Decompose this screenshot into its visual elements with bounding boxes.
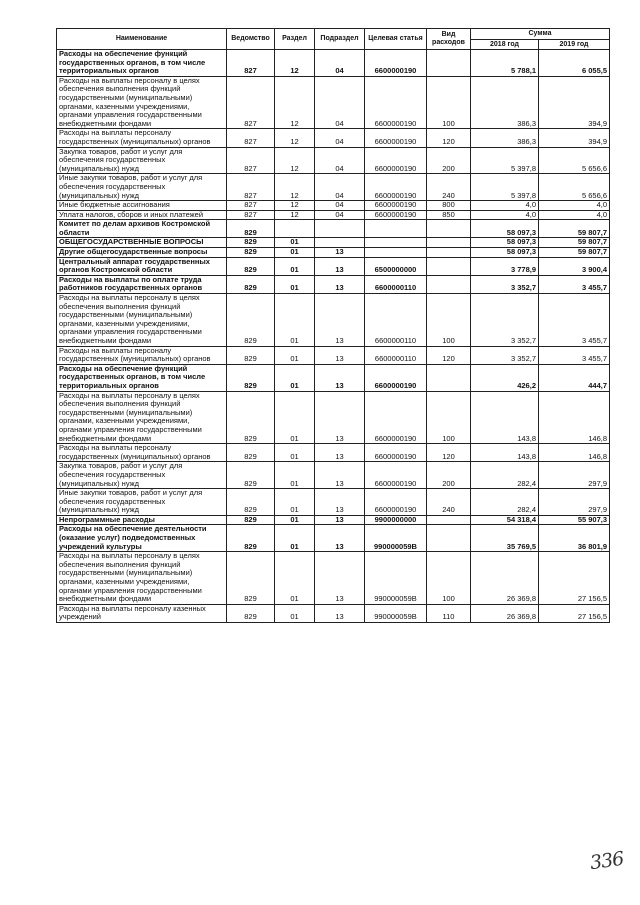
row-kind: 850 (427, 210, 471, 220)
row-subsection: 04 (315, 174, 365, 201)
row-section: 01 (275, 604, 315, 622)
row-target: 6600000190 (365, 462, 427, 489)
row-name: Расходы на выплаты персоналу государственных (муниципальных) органов (57, 346, 227, 364)
table-row (57, 525, 610, 552)
table-row (57, 462, 610, 489)
row-target: 6600000190 (365, 76, 427, 129)
col-2018-header: 2018 год (471, 40, 539, 50)
row-dept: 827 (227, 174, 275, 201)
row-name: Другие общегосударственные вопросы (57, 248, 227, 258)
row-subsection: 13 (315, 515, 365, 525)
row-value-2019: 297,9 (539, 489, 610, 516)
row-kind: 120 (427, 346, 471, 364)
row-subsection: 04 (315, 50, 365, 77)
table-row (57, 346, 610, 364)
row-target: 990000059В (365, 525, 427, 552)
row-name: Непрограммные расходы (57, 515, 227, 525)
row-name: Центральный аппарат государственных органов Костромской области (57, 257, 227, 275)
row-section: 12 (275, 174, 315, 201)
col-name-header: Наименование (57, 29, 227, 50)
row-section: 01 (275, 364, 315, 391)
row-dept: 829 (227, 444, 275, 462)
row-dept: 829 (227, 604, 275, 622)
row-subsection: 13 (315, 444, 365, 462)
row-value-2018: 5 397,8 (471, 174, 539, 201)
row-value-2018: 35 769,5 (471, 525, 539, 552)
row-value-2018: 58 097,3 (471, 220, 539, 238)
row-value-2019: 297,9 (539, 462, 610, 489)
row-target (365, 248, 427, 258)
table-row (57, 489, 610, 516)
row-value-2018: 282,4 (471, 462, 539, 489)
table-row (57, 552, 610, 605)
row-dept: 829 (227, 238, 275, 248)
row-name: Расходы на выплаты персоналу в целях обеспечения выполнения функций государственными (муниципальными) органами, казенными учреждениями, органами управления государственными внебюджетными фондами (57, 294, 227, 347)
table-row (57, 515, 610, 525)
row-kind: 100 (427, 76, 471, 129)
row-section: 12 (275, 210, 315, 220)
row-name: Расходы на выплаты по оплате труда работников государственных органов (57, 275, 227, 293)
row-subsection: 04 (315, 210, 365, 220)
col-subsection-header: Подраздел (315, 29, 365, 50)
row-kind: 240 (427, 174, 471, 201)
col-2019-header: 2019 год (539, 40, 610, 50)
table-row (57, 294, 610, 347)
row-name: Иные закупки товаров, работ и услуг для обеспечения государственных (муниципальных) нужд (57, 174, 227, 201)
row-target: 990000059В (365, 604, 427, 622)
row-value-2018: 4,0 (471, 210, 539, 220)
row-target: 6600000190 (365, 129, 427, 147)
row-target: 6600000190 (365, 364, 427, 391)
table-row (57, 257, 610, 275)
row-section: 12 (275, 76, 315, 129)
row-name: Уплата налогов, сборов и иных платежей (57, 210, 227, 220)
row-section: 12 (275, 147, 315, 174)
row-kind: 100 (427, 294, 471, 347)
row-subsection: 04 (315, 129, 365, 147)
row-subsection: 13 (315, 525, 365, 552)
table-row (57, 174, 610, 201)
row-subsection: 13 (315, 275, 365, 293)
row-value-2018: 3 352,7 (471, 275, 539, 293)
row-kind (427, 515, 471, 525)
row-section: 12 (275, 50, 315, 77)
row-target: 6600000190 (365, 174, 427, 201)
row-subsection: 13 (315, 604, 365, 622)
row-value-2018: 58 097,3 (471, 248, 539, 258)
row-section: 12 (275, 201, 315, 211)
row-subsection: 13 (315, 552, 365, 605)
row-section (275, 220, 315, 238)
row-section: 01 (275, 525, 315, 552)
row-subsection: 13 (315, 248, 365, 258)
row-target: 6600000110 (365, 294, 427, 347)
table-row (57, 129, 610, 147)
col-dept-header: Ведомство (227, 29, 275, 50)
row-value-2019: 3 455,7 (539, 346, 610, 364)
row-section: 01 (275, 515, 315, 525)
row-name: Иные закупки товаров, работ и услуг для обеспечения государственных (муниципальных) нужд (57, 489, 227, 516)
row-section: 01 (275, 294, 315, 347)
row-value-2019: 394,9 (539, 76, 610, 129)
row-dept: 827 (227, 210, 275, 220)
row-subsection: 04 (315, 147, 365, 174)
row-section: 12 (275, 129, 315, 147)
row-value-2019: 4,0 (539, 210, 610, 220)
row-dept: 829 (227, 275, 275, 293)
row-dept: 827 (227, 76, 275, 129)
row-kind (427, 364, 471, 391)
row-value-2018: 3 352,7 (471, 346, 539, 364)
row-value-2018: 3 778,9 (471, 257, 539, 275)
row-value-2019: 59 807,7 (539, 220, 610, 238)
row-section: 01 (275, 248, 315, 258)
table-row (57, 248, 610, 258)
row-kind (427, 238, 471, 248)
row-section: 01 (275, 238, 315, 248)
row-dept: 829 (227, 346, 275, 364)
row-section: 01 (275, 257, 315, 275)
row-section: 01 (275, 489, 315, 516)
row-section: 01 (275, 346, 315, 364)
budget-table (56, 28, 610, 623)
row-value-2019: 146,8 (539, 391, 610, 444)
row-value-2018: 426,2 (471, 364, 539, 391)
row-value-2018: 143,8 (471, 444, 539, 462)
col-kind-header: Вид расходов (427, 29, 471, 50)
row-target: 6600000190 (365, 444, 427, 462)
row-subsection: 13 (315, 462, 365, 489)
row-dept: 827 (227, 129, 275, 147)
row-kind: 100 (427, 552, 471, 605)
row-name: ОБЩЕГОСУДАРСТВЕННЫЕ ВОПРОСЫ (57, 238, 227, 248)
row-value-2018: 386,3 (471, 129, 539, 147)
row-value-2019: 5 656,6 (539, 147, 610, 174)
row-kind: 100 (427, 391, 471, 444)
table-row (57, 201, 610, 211)
row-section: 01 (275, 275, 315, 293)
row-value-2019: 4,0 (539, 201, 610, 211)
row-target: 6600000110 (365, 346, 427, 364)
row-value-2018: 26 369,8 (471, 552, 539, 605)
row-name: Расходы на обеспечение функций государственных органов, в том числе территориальных органов (57, 364, 227, 391)
table-row (57, 444, 610, 462)
row-target (365, 238, 427, 248)
row-name: Расходы на выплаты персоналу государственных (муниципальных) органов (57, 444, 227, 462)
row-name: Иные бюджетные ассигнования (57, 201, 227, 211)
row-subsection: 13 (315, 346, 365, 364)
row-subsection (315, 220, 365, 238)
table-row (57, 76, 610, 129)
row-name: Расходы на выплаты персоналу в целях обеспечения выполнения функций государственными (муниципальными) органами, казенными учреждениями, органами управления государственными внебюджетными фондами (57, 552, 227, 605)
row-kind: 800 (427, 201, 471, 211)
row-target: 6600000190 (365, 210, 427, 220)
row-dept: 829 (227, 462, 275, 489)
row-value-2019: 59 807,7 (539, 248, 610, 258)
row-kind (427, 275, 471, 293)
row-target: 6500000000 (365, 257, 427, 275)
row-value-2019: 27 156,5 (539, 604, 610, 622)
row-kind: 200 (427, 147, 471, 174)
row-name: Расходы на обеспечение деятельности (оказание услуг) подведомственных учреждений культуры (57, 525, 227, 552)
row-target: 990000059В (365, 552, 427, 605)
row-section: 01 (275, 552, 315, 605)
table-row (57, 210, 610, 220)
row-target: 9900000000 (365, 515, 427, 525)
row-subsection: 13 (315, 391, 365, 444)
row-value-2018: 54 318,4 (471, 515, 539, 525)
row-value-2018: 5 397,8 (471, 147, 539, 174)
row-section: 01 (275, 462, 315, 489)
row-target: 6600000190 (365, 50, 427, 77)
page-number: 336 (588, 847, 625, 875)
row-kind (427, 220, 471, 238)
row-kind (427, 525, 471, 552)
row-value-2018: 3 352,7 (471, 294, 539, 347)
row-value-2018: 282,4 (471, 489, 539, 516)
row-target: 6600000190 (365, 489, 427, 516)
col-section-header: Раздел (275, 29, 315, 50)
row-subsection: 04 (315, 76, 365, 129)
row-value-2019: 3 455,7 (539, 275, 610, 293)
row-kind: 120 (427, 444, 471, 462)
row-name: Расходы на выплаты персоналу государственных (муниципальных) органов (57, 129, 227, 147)
row-value-2019: 444,7 (539, 364, 610, 391)
table-row (57, 220, 610, 238)
row-dept: 829 (227, 515, 275, 525)
table-row (57, 50, 610, 77)
row-value-2019: 6 055,5 (539, 50, 610, 77)
row-name: Расходы на выплаты персоналу в целях обеспечения выполнения функций государственными (муниципальными) органами, казенными учреждениями, органами управления государственными внебюджетными фондами (57, 391, 227, 444)
row-section: 01 (275, 391, 315, 444)
row-value-2019: 146,8 (539, 444, 610, 462)
row-name: Закупка товаров, работ и услуг для обеспечения государственных (муниципальных) нужд (57, 462, 227, 489)
row-kind: 110 (427, 604, 471, 622)
row-value-2019: 36 801,9 (539, 525, 610, 552)
table-row (57, 364, 610, 391)
row-dept: 827 (227, 147, 275, 174)
row-value-2018: 143,8 (471, 391, 539, 444)
row-subsection: 04 (315, 201, 365, 211)
row-value-2019: 59 807,7 (539, 238, 610, 248)
row-name: Комитет по делам архивов Костромской области (57, 220, 227, 238)
row-target: 6600000110 (365, 275, 427, 293)
row-kind (427, 248, 471, 258)
row-name: Закупка товаров, работ и услуг для обеспечения государственных (муниципальных) нужд (57, 147, 227, 174)
row-subsection (315, 238, 365, 248)
table-body (57, 50, 610, 623)
row-value-2019: 3 900,4 (539, 257, 610, 275)
row-target: 6600000190 (365, 147, 427, 174)
row-target: 6600000190 (365, 201, 427, 211)
row-dept: 829 (227, 294, 275, 347)
row-value-2018: 26 369,8 (471, 604, 539, 622)
row-kind (427, 50, 471, 77)
row-value-2018: 58 097,3 (471, 238, 539, 248)
row-kind (427, 257, 471, 275)
row-subsection: 13 (315, 489, 365, 516)
row-kind: 240 (427, 489, 471, 516)
row-name: Расходы на обеспечение функций государственных органов, в том числе территориальных органов (57, 50, 227, 77)
row-dept: 829 (227, 525, 275, 552)
col-sum-header: Сумма (471, 29, 610, 40)
col-target-header: Целевая статья (365, 29, 427, 50)
row-section: 01 (275, 444, 315, 462)
row-target: 6600000190 (365, 391, 427, 444)
row-value-2018: 4,0 (471, 201, 539, 211)
row-subsection: 13 (315, 257, 365, 275)
row-value-2019: 3 455,7 (539, 294, 610, 347)
row-dept: 829 (227, 489, 275, 516)
row-subsection: 13 (315, 294, 365, 347)
table-row (57, 275, 610, 293)
table-row (57, 147, 610, 174)
row-value-2019: 27 156,5 (539, 552, 610, 605)
row-dept: 829 (227, 248, 275, 258)
row-subsection: 13 (315, 364, 365, 391)
budget-sheet (56, 28, 609, 623)
table-row (57, 391, 610, 444)
row-value-2018: 386,3 (471, 76, 539, 129)
row-dept: 827 (227, 50, 275, 77)
row-value-2018: 5 788,1 (471, 50, 539, 77)
row-name: Расходы на выплаты персоналу в целях обеспечения выполнения функций государственными (муниципальными) органами, казенными учреждениями, органами управления государственными внебюджетными фондами (57, 76, 227, 129)
row-dept: 829 (227, 257, 275, 275)
row-dept: 829 (227, 391, 275, 444)
row-value-2019: 55 907,3 (539, 515, 610, 525)
table-row (57, 604, 610, 622)
table-header (57, 29, 610, 50)
row-dept: 829 (227, 220, 275, 238)
row-value-2019: 394,9 (539, 129, 610, 147)
row-dept: 829 (227, 364, 275, 391)
row-dept: 827 (227, 201, 275, 211)
row-kind: 200 (427, 462, 471, 489)
row-dept: 829 (227, 552, 275, 605)
row-kind: 120 (427, 129, 471, 147)
row-value-2019: 5 656,6 (539, 174, 610, 201)
row-target (365, 220, 427, 238)
table-row (57, 238, 610, 248)
row-name: Расходы на выплаты персоналу казенных учреждений (57, 604, 227, 622)
